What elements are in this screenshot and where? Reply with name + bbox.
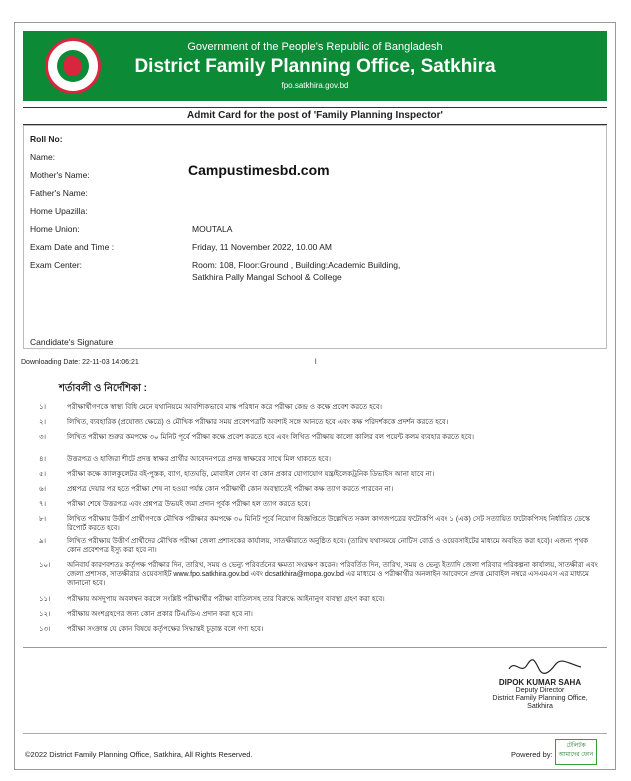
powered-by-label: Powered by: [511, 750, 553, 759]
exam-center-value-line1: Room: 108, Floor:Ground , Building:Academic Building, [192, 260, 401, 270]
home-upazilla-label: Home Upazilla: [30, 206, 88, 216]
teletalk-logo-icon: টেলিটক আমাদের ফোন [555, 739, 597, 765]
father-name-label: Father's Name: [30, 188, 88, 198]
copyright-text: ©2022 District Family Planning Office, Satkhira, All Rights Reserved. [25, 750, 253, 759]
admit-card-sheet: Government of the People's Republic of Bangladesh District Family Planning Office, Satkhira fpo.satkhira.gov.bd Admit Card for the post of 'Family Planning Inspector' Roll No: Name: Mother's Name: Father's Name: Home Upazilla: Home Union: MOUTALA Exam Date and Time : Friday, 11 November 2022, 10.00 AM Exam Center: Room: 108, Floor:Ground , Building:Academic Building, Satkhira Pally Mangal School & College Campustimesbd.com Candidate's Signature Downloading Date: 22-11-03 14:06:21 l শর্তাবলী ও নির্দেশিকা : ১। পরীক্ষার্থীগণকে স্বাস্থ্য বিধি মেনে যথানিয়মে আবশ্যিকভাবে মাস্ক পরিধান করে পরীক্ষা কেন্দ্র ও কক্ষে প্রবেশ করতে হবে। ২। লিখিত, ব্যবহারিক (প্রযোজ্য ক্ষেত্রে) ও মৌখিক পরীক্ষার সময় প্রবেশপত্রটি অবশ্যই সঙ্গে আনতে হবে এবং কক্ষ পরিদর্শককে প্রদর্শন করতে হবে। ৩। লিখিত পরীক্ষা শুরুর কমপক্ষে ৩০ মিনিট পূর্বে পরীক্ষা কক্ষে প্রবেশ করতে হবে এবং লিখিত পরীক্ষায় কালো কালির বল পয়েন্ট কলম ব্যবহার করতে হবে। ৪। উত্তরপত্র ও হাজিরা শীটে প্রদত্ত স্বাক্ষর প্রার্থীর আবেদনপত্রে প্রদত্ত স্বাক্ষরের সাথে মিল থাকতে হবে। ৫। পরীক্ষা কক্ষে ক্যালকুলেটর বই-পুস্তক, ব্যাগ, হাতঘড়ি, মোবাইল ফোন বা কোন প্রকার যোগাযোগ যন্ত্র/ইলেকট্রনিক ডিভাইস আনা যাবে না। ৬। প্রশ্নপত্র দেয়ার পর হতে পরীক্ষা শেষ না হওয়া পর্যন্ত কোন পরীক্ষার্থী কোন অবস্থাতেই পরীক্ষা কক্ষ ত্যাগ করতে পারবেন না। ৭। পরীক্ষা শেষে উত্তরপত্র এবং প্রশ্নপত্র উভয়ই জমা প্রদান পূর্বক পরীক্ষা হল ত্যাগ করতে হবে। ৮। লিখিত পরীক্ষায় উত্তীর্ণ প্রার্থীগণকে মৌখিক পরীক্ষার কমপক্ষে ৩০ মিনিট পূর্বে নিয়োগ বিজ্ঞপ্তিতে উল্লেখিত সকল কাগজপত্রের ফটোকপি এবং ১ (এক) সেট সত্যায়িত ফটোকপিসহ নির্ধারিত ডেস্কে রিপোর্ট করতে হবে। ৯। লিখিত পরীক্ষায় উত্তীর্ণ প্রার্থীদের মৌখিক পরীক্ষা জেলা প্রশাসকের কার্যালয়, সাতক্ষীরাতে অনুষ্ঠিত হবে। (তারিখ যথাসময়ে নোটিস বোর্ড ও ওয়েবসাইটের মাধ্যমে অবহিত করা হবে)। এজন্য পৃথক কোন প্রবেশপত্র ইস্যু করা হবে না। ১০। অনিবার্য কারণবশতঃ কর্তৃপক্ষ পরীক্ষার দিন, তারিখ, সময় ও ভেন্যু পরিবর্তনের ক্ষমতা সংরক্ষণ করেন। পরিবর্তিত দিন, তারিখ, সময় ও ভেন্যু ইত্যাদি জেলা পরিবার পরিকল্পনা কার্যালয়, সাতক্ষীরা এবং জেলা প্রশাসক, সাতক্ষীরার ওয়েবসাইট www.fpo.satkhira.gov.bd এবং dcsatkhira@mopa.gov.bd এর মাধ্যমে ও পরীক্ষার্থীর অনলাইন আবেদনে প্রদত্ত মোবাইল নম্বরে এসএমএস এর মাধ্যমে জানানো হবে। ১১। পরীক্ষায় অসদুপায় অবলম্বন করলে সংশ্লিষ্ট পরীক্ষার্থীর পরীক্ষা বাতিলসহ তার বিরুদ্ধে আইনানুগ ব্যবস্থা গ্রহণ করা হবে। ১২। পরীক্ষায় অংশগ্রহণের জন্য কোন প্রকার টিএ/ডিএ প্রদান করা হবে না। ১৩। পরীক্ষা সংক্রান্ত যে কোন বিষয়ে কর্তৃপক্ষের সিদ্ধান্তই চূড়ান্ত বলে গণ্য হবে। DIPOK KUMAR SAHA Deputy Director District Family Planning Office, Satkhira ©2022 District Family Planning Office, Satkhira, All Rights Reserved. Powered by: টেলিটক আমাদের ফোন [14, 22, 616, 770]
government-line: Government of the People's Republic of Bangladesh [187, 41, 443, 53]
officer-block [475, 679, 605, 711]
officer-office: District Family Planning Office, [492, 695, 588, 702]
mother-name-label: Mother's Name: [30, 170, 90, 180]
section-divider [23, 647, 607, 648]
officer-signature-icon [505, 655, 585, 677]
home-union-label: Home Union: [30, 224, 80, 234]
home-union-value: MOUTALA [192, 224, 233, 234]
exam-date-value: Friday, 11 November 2022, 10.00 AM [192, 242, 333, 252]
officer-city: Satkhira [527, 703, 553, 710]
office-website: fpo.satkhira.gov.bd [281, 81, 349, 90]
exam-center-label: Exam Center: [30, 260, 82, 270]
rules-title: শর্তাবলী ও নির্দেশিকা : [59, 383, 147, 394]
watermark-text: Campustimesbd.com [188, 162, 330, 178]
candidate-info-box [23, 125, 607, 349]
footer-divider [23, 733, 607, 734]
officer-title: Deputy Director [515, 687, 565, 694]
candidate-signature-label: Candidate's Signature [30, 337, 114, 347]
roll-no-label: Roll No: [30, 134, 63, 144]
downloading-date: Downloading Date: 22-11-03 14:06:21 [21, 359, 139, 366]
download-mark: l [315, 359, 317, 366]
header-banner [23, 31, 607, 101]
exam-center-value-line2: Satkhira Pally Mangal School & College [192, 272, 342, 282]
exam-date-label: Exam Date and Time : [30, 242, 115, 252]
officer-name: DIPOK KUMAR SAHA [498, 678, 582, 687]
admit-card-title: Admit Card for the post of 'Family Planning Inspector' [23, 107, 607, 125]
office-title: District Family Planning Office, Satkhira [134, 56, 496, 77]
name-label: Name: [30, 152, 56, 162]
